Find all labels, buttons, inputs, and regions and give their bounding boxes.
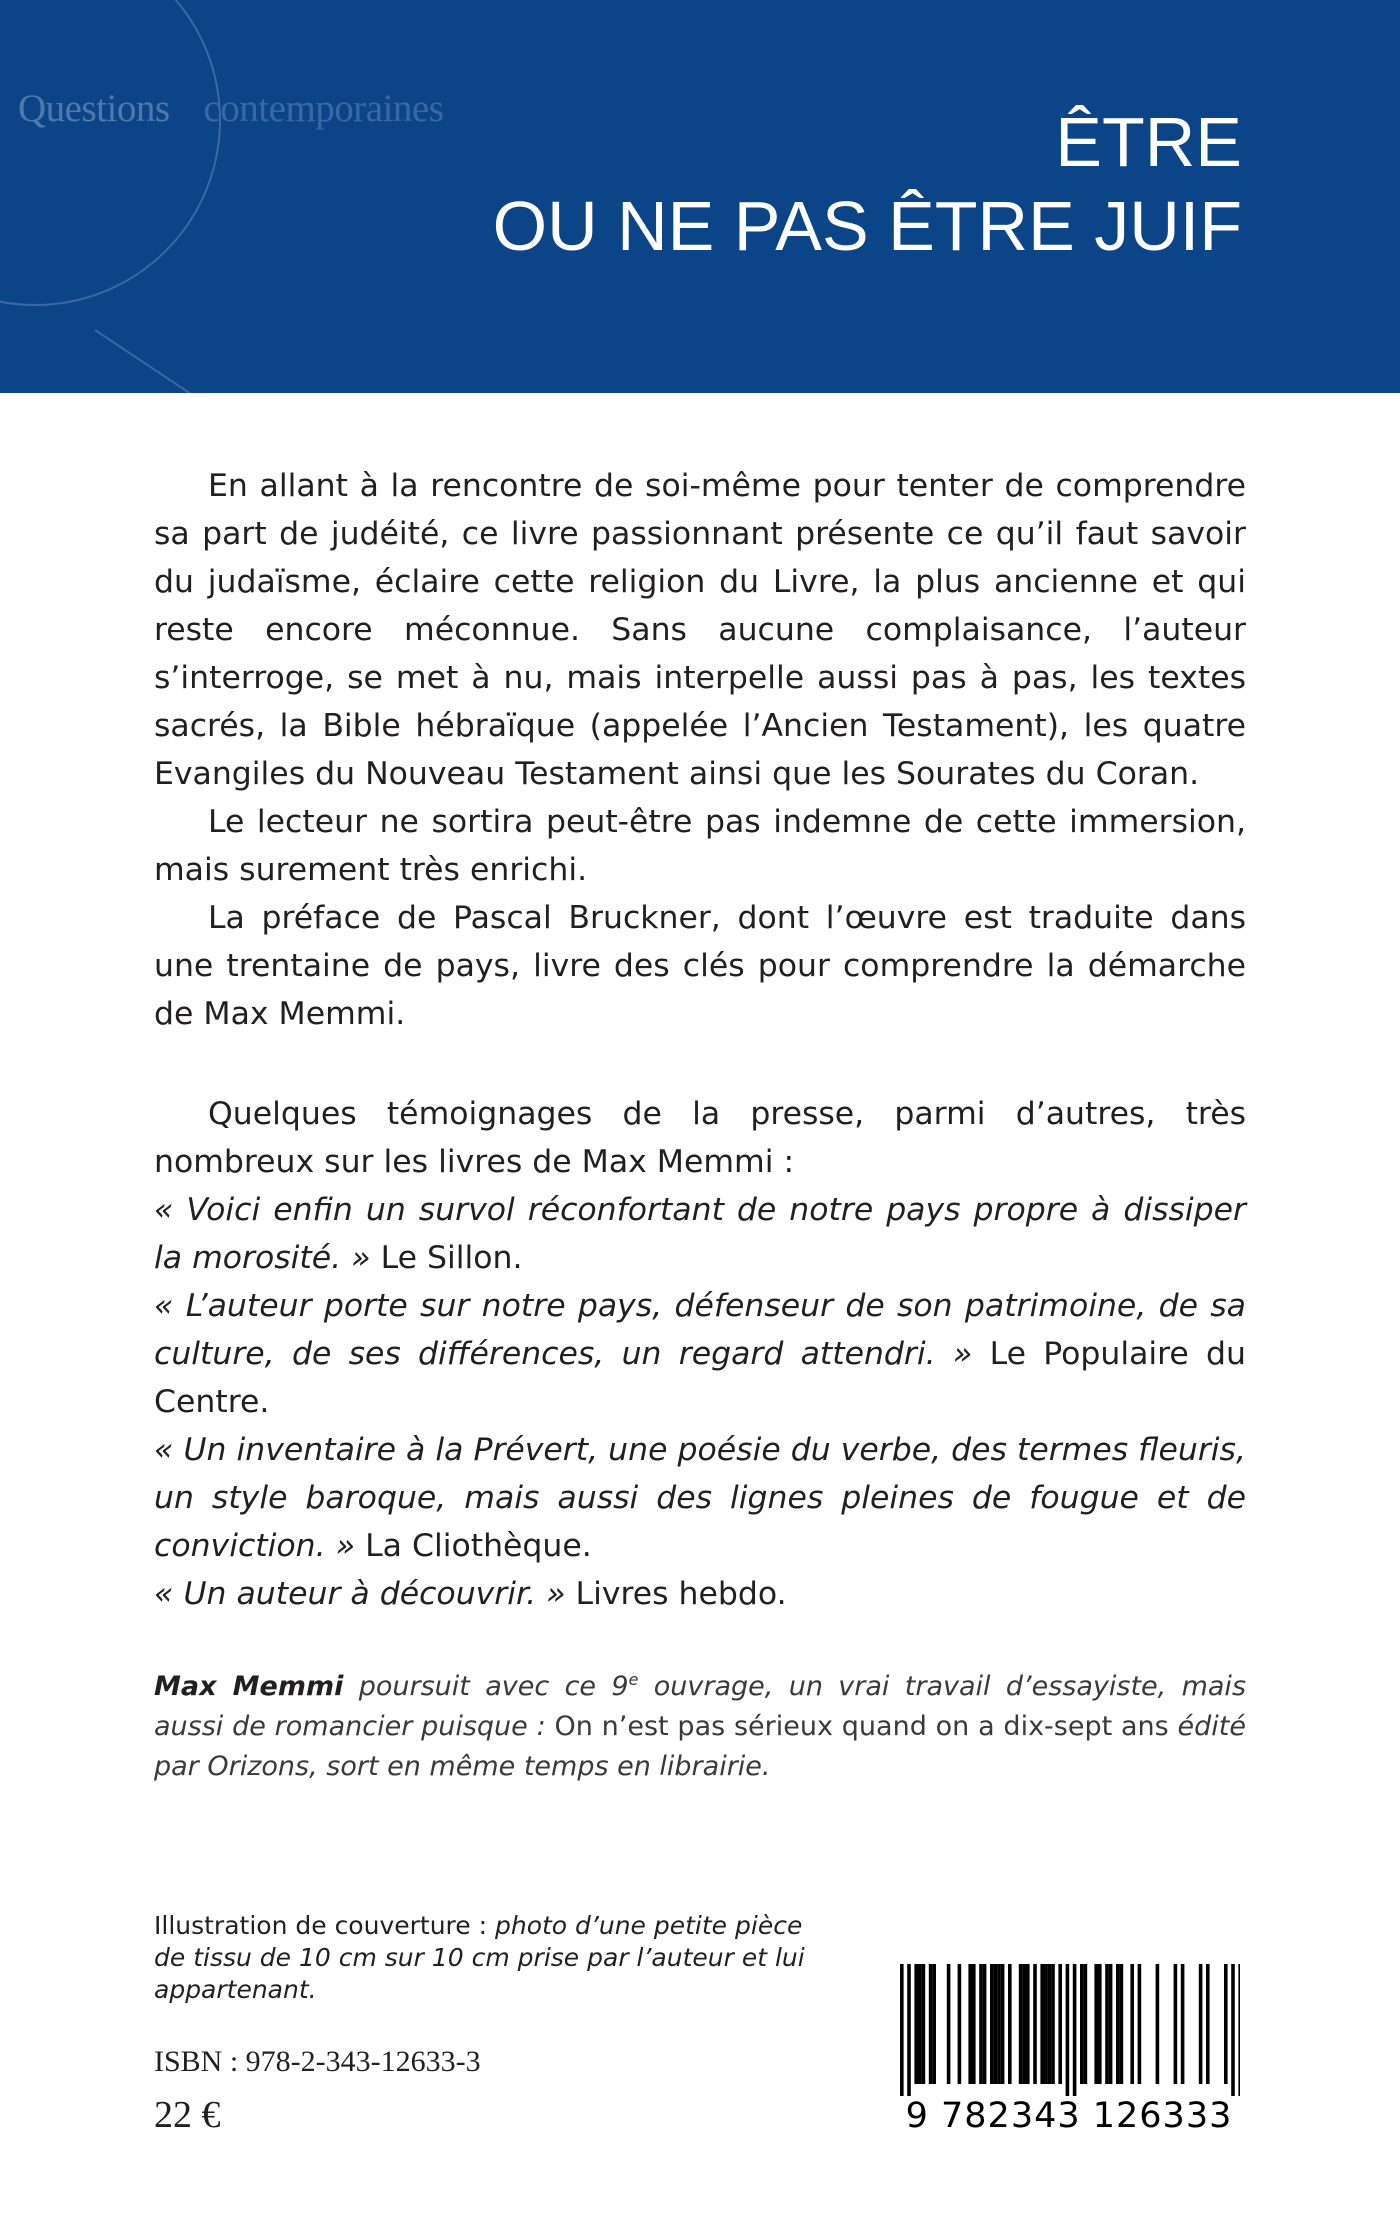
book-title-line1: ÊTRE — [1055, 103, 1242, 181]
q-logo-icon — [0, 0, 240, 393]
cover-credit — [154, 1910, 834, 2006]
barcode-bar — [958, 1964, 962, 2084]
barcode-bar — [1008, 1964, 1012, 2084]
barcode-bar — [1238, 1964, 1240, 2096]
barcode-bar — [1051, 1964, 1055, 2084]
price: 22 € — [154, 2094, 221, 2136]
author-name: Max Memmi — [154, 1671, 344, 1702]
barcode-bar — [1098, 1964, 1102, 2084]
quote-text: « Voici enfin un survol réconfortant de notre pays propre à dissiper la morosité. » — [154, 1192, 1246, 1276]
barcode-bar — [1048, 1964, 1052, 2084]
barcode-bar — [1058, 1964, 1062, 2084]
quote-text: « L’auteur porte sur notre pays, défenseur de son patrimoine, de sa culture, de ses différences, un regard attendri. » — [154, 1288, 1246, 1372]
blurb-paragraph-2: Le lecteur ne sortira peut-être pas indemne de cette immersion, mais surement très enrichi. — [154, 804, 1246, 888]
barcode-bar — [914, 1964, 918, 2084]
credit-label: Illustration de couverture : — [154, 1911, 495, 1940]
barcode-icon — [880, 1964, 1240, 2096]
barcode-bar — [1044, 1964, 1048, 2084]
barcode-bar — [947, 1964, 951, 2084]
barcode-bar — [1033, 1964, 1037, 2084]
barcode-bar — [1084, 1964, 1088, 2084]
press-section — [154, 1090, 1246, 1618]
barcode-bar — [907, 1964, 911, 2096]
barcode-bar — [972, 1964, 976, 2084]
barcode-bar — [1116, 1964, 1120, 2084]
bio-text-b: ouvrage, un vrai travail d’essayiste, mais aussi de romancier puisque : — [154, 1671, 1247, 1742]
barcode-bar — [1094, 1964, 1098, 2084]
barcode-bar — [1138, 1964, 1142, 2084]
barcode-bar — [1019, 1964, 1023, 2084]
press-quote — [154, 1426, 1246, 1570]
bio-text-a: poursuit avec ce 9 — [343, 1671, 629, 1702]
barcode-bar — [968, 1964, 972, 2084]
barcode-bar — [1026, 1964, 1030, 2084]
barcode-bar — [1174, 1964, 1178, 2084]
barcode-bar — [900, 1964, 904, 2096]
barcode-bar — [1130, 1964, 1134, 2084]
series-name — [18, 86, 443, 131]
quote-source: Livres hebdo. — [575, 1576, 787, 1612]
book-title-line2: OU NE PAS ÊTRE JUIF — [492, 187, 1242, 265]
barcode-bar — [994, 1964, 998, 2084]
credit-text: photo d’une petite pièce de tissu de 10 cm sur 10 cm prise par l’auteur et lui appartenant. — [154, 1911, 805, 2004]
barcode-bar — [922, 1964, 926, 2084]
barcode-bar — [983, 1964, 987, 2084]
bio-text-c: édité par Orizons, sort en même temps en librairie. — [154, 1711, 1246, 1782]
barcode-bar — [1120, 1964, 1124, 2084]
barcode-bar — [979, 1964, 983, 2084]
barcode-bar — [929, 1964, 933, 2084]
barcode-bar — [1073, 1964, 1077, 2096]
press-quote — [154, 1282, 1246, 1426]
bio-superscript: e — [628, 1670, 639, 1689]
barcode-bar — [1109, 1964, 1113, 2084]
barcode-bar — [1105, 1964, 1109, 2084]
barcode-bar — [1199, 1964, 1203, 2084]
barcode-bar — [932, 1964, 936, 2084]
author-bio — [154, 1660, 1246, 1787]
barcode-bar — [990, 1964, 994, 2084]
barcode-bar — [1224, 1964, 1228, 2084]
isbn: ISBN : 978-2-343-12633-3 — [154, 2045, 481, 2078]
blurb-paragraph-3: La préface de Pascal Bruckner, dont l’œuvre est traduite dans une trentaine de pays, livre des clés pour comprendre la démarche de Max Memmi. — [154, 900, 1246, 1032]
blurb — [154, 462, 1246, 1038]
series-word-questions: Questions — [18, 87, 170, 130]
barcode-bar — [1022, 1964, 1026, 2084]
series-word-contemporaines: contemporaines — [203, 87, 444, 130]
blurb-paragraph-1: En allant à la rencontre de soi-même pour tenter de comprendre sa part de judéité, ce livre passionnant présente ce qu’il faut savoir du judaïsme, éclaire cette religion du Livre, la plus ancienne et qui reste encore méconnue. Sans aucune complaisance, l’auteur s’interroge, se met à nu, mais interpelle aussi pas à pas, les textes sacrés, la Bible hébraïque (appelée l’Ancien Testament), les quatre Evangiles du Nouveau Testament ainsi que les Sourates du Coran. — [154, 468, 1246, 792]
cover-header — [0, 0, 1400, 393]
barcode-bar — [1001, 1964, 1005, 2084]
barcode-bar — [918, 1964, 922, 2084]
quote-source: La Cliothèque. — [365, 1528, 592, 1564]
press-quote — [154, 1570, 1246, 1618]
book-title — [493, 100, 1242, 268]
barcode-bar — [1040, 1964, 1044, 2084]
quote-text: « Un auteur à découvrir. » — [154, 1576, 566, 1612]
barcode-digits: 9 782343 126333 — [905, 2096, 1233, 2136]
quote-text: « Un inventaire à la Prévert, une poésie du verbe, des termes fleuris, un style baroque, mais aussi des lignes pleines de fougue et de conviction. » — [154, 1432, 1246, 1564]
press-intro: Quelques témoignages de la presse, parmi d’autres, très nombreux sur les livres de Max Memmi : — [154, 1096, 1246, 1180]
press-quote — [154, 1186, 1246, 1282]
quote-source: Le Populaire du Centre. — [154, 1336, 1246, 1420]
barcode-bar — [1181, 1964, 1185, 2084]
press-quotes — [154, 1186, 1246, 1618]
barcode-bar — [1066, 1964, 1070, 2096]
barcode-bar — [1156, 1964, 1160, 2084]
barcode-bar — [1206, 1964, 1210, 2084]
barcode-bar — [1231, 1964, 1235, 2096]
bio-book-title: On n’est pas sérieux quand on a dix-sept ans — [554, 1711, 1169, 1742]
barcode-bar — [997, 1964, 1001, 2084]
quote-source: Le Sillon. — [380, 1240, 523, 1276]
barcode-bar — [1080, 1964, 1084, 2084]
